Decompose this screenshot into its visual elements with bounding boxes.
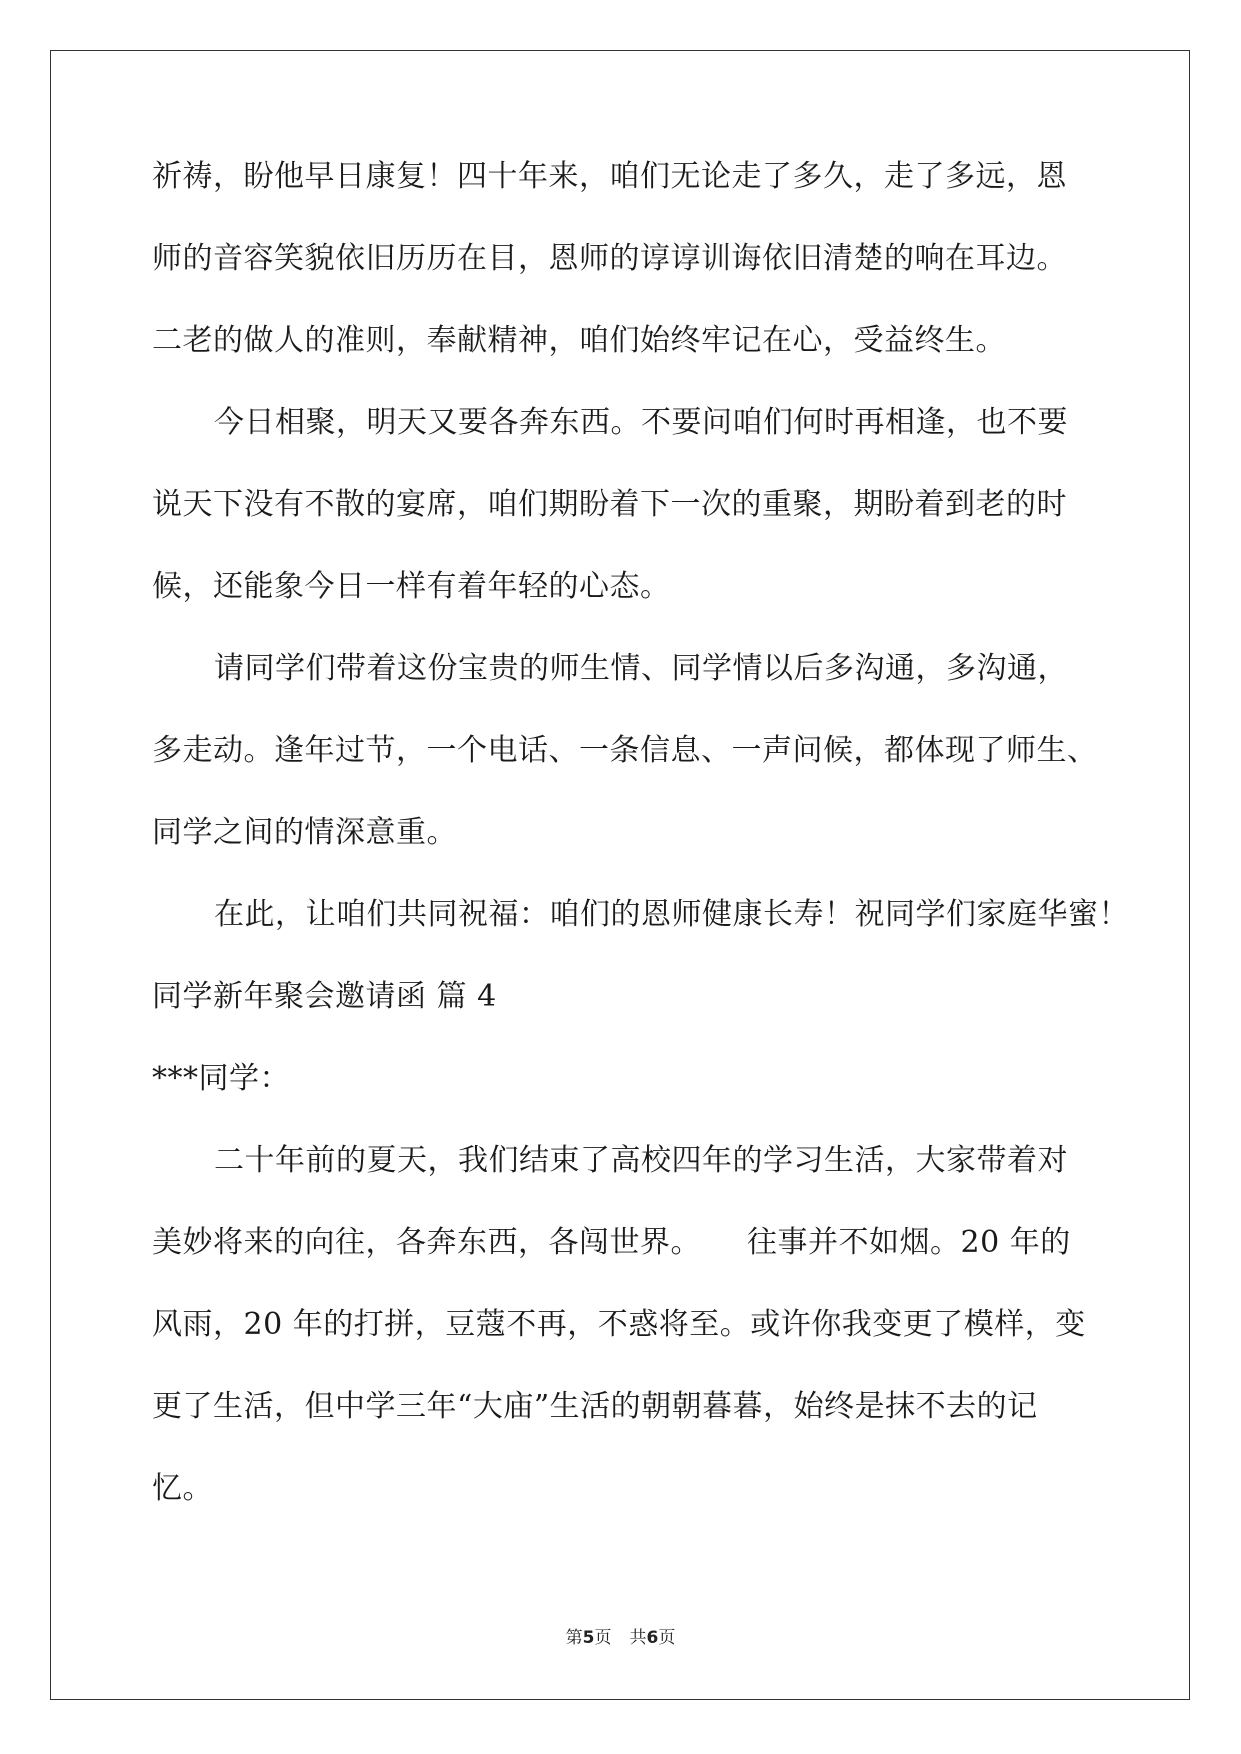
text-line: 美妙将来的向往，各奔东西，各闯世界。 往事并不如烟。20 年的 [152,1225,1071,1260]
text-line: 忆。 [152,1471,213,1506]
text-line: 祈祷，盼他早日康复！四十年来，咱们无论走了多久，走了多远，恩 [152,159,1067,194]
text-line: 二老的做人的准则，奉献精神，咱们始终牢记在心，受益终生。 [152,323,1006,358]
total-prefix: 共 [629,1628,647,1648]
text-line: 候，还能象今日一样有着年轻的心态。 [152,569,671,604]
text-line: 风雨，20 年的打拼，豆蔻不再，不惑将至。或许你我变更了模样，变 [152,1307,1086,1342]
total-pages-number: 6 [646,1628,659,1648]
total-suffix: 页 [658,1628,676,1648]
text-line: 在此，让咱们共同祝福：咱们的恩师健康长寿！祝同学们家庭华蜜！ [214,897,1129,932]
text-line: 说天下没有不散的宴席，咱们期盼着下一次的重聚，期盼着到老的时 [152,487,1067,522]
text-line: 师的音容笑貌依旧历历在目，恩师的谆谆训诲依旧清楚的响在耳边。 [152,241,1067,276]
page-prefix: 第 [565,1628,583,1648]
text-line: 更了生活，但中学三年“大庙”生活的朝朝暮暮，始终是抹不去的记 [152,1389,1038,1424]
page-suffix: 页 [594,1628,612,1648]
page-footer [0,1630,1241,1647]
text-line: 同学之间的情深意重。 [152,815,457,850]
section-heading: 同学新年聚会邀请函 篇 4 [152,979,497,1014]
text-line: 多走动。逢年过节，一个电话、一条信息、一声问候，都体现了师生、 [152,733,1098,768]
text-line: 今日相聚，明天又要各奔东西。不要问咱们何时再相逢，也不要 [214,405,1068,440]
document-body [152,159,1129,1556]
current-page-number: 5 [582,1628,595,1648]
text-line: 二十年前的夏天，我们结束了高校四年的学习生活，大家带着对 [214,1143,1068,1178]
salutation: ***同学： [152,1061,290,1096]
text-line: 请同学们带着这份宝贵的师生情、同学情以后多沟通，多沟通， [214,651,1068,686]
